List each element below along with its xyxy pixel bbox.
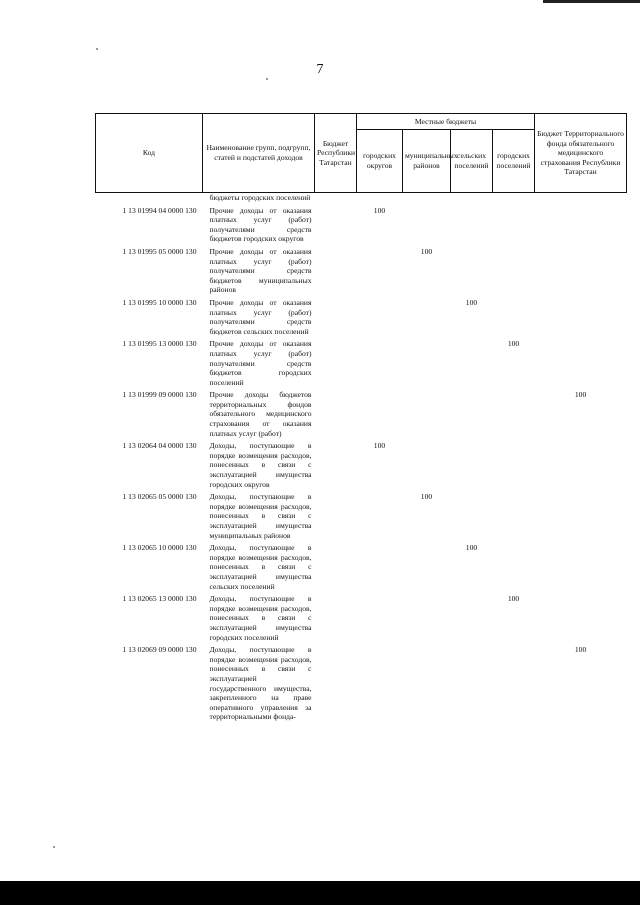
row-code: 1 13 02065 05 0000 130 (122, 492, 197, 502)
table-row (96, 206, 627, 247)
row-value-mr (403, 339, 451, 390)
row-value-tf: 100 (574, 390, 587, 400)
scan-speck (53, 846, 55, 848)
row-value-sp: 100 (465, 543, 478, 553)
header-municipal-districts: муниципальных районов (403, 130, 451, 193)
row-value-gok (357, 543, 403, 594)
table-row (96, 390, 627, 441)
row-value-tf (535, 298, 627, 339)
row-value-tf (535, 543, 627, 594)
row-value-mr: 100 (420, 492, 433, 502)
row-value-sp (451, 339, 493, 390)
header-republic-budget: Бюджет Республики Татарстан (315, 114, 357, 193)
row-value-sp (451, 206, 493, 247)
row-value-sp (451, 390, 493, 441)
table-row (96, 492, 627, 543)
row-value-gok (357, 492, 403, 543)
row-code: 1 13 01995 10 0000 130 (122, 297, 197, 307)
header-local-budgets: Местные бюджеты (357, 114, 535, 130)
row-value-gok (357, 247, 403, 298)
row-value-sp (451, 645, 493, 725)
scan-bottom-border (0, 881, 640, 905)
row-value-tf (535, 441, 627, 492)
row-value-mr (403, 543, 451, 594)
row-code: 1 13 02065 13 0000 130 (122, 594, 197, 604)
row-value-tf (535, 206, 627, 247)
row-value-mr (403, 206, 451, 247)
table-row (96, 594, 627, 645)
row-value-sp (451, 594, 493, 645)
row-name: Доходы, поступающие в порядке возмещения расходов, понесенных в связи с эксплуатацией государственного имущества, закрепленного на праве оперативного управления за территориальными фонда- (209, 645, 312, 722)
header-name: Наименование групп, подгрупп, статей и подстатей доходов (203, 114, 315, 193)
row-code: 1 13 01999 09 0000 130 (122, 390, 197, 400)
row-value-gp (493, 298, 535, 339)
row-value-rep (315, 441, 357, 492)
row-code: 1 13 02069 09 0000 130 (122, 645, 197, 655)
row-value-gp: 100 (507, 339, 520, 349)
row-value-mr (403, 441, 451, 492)
row-name: Прочие доходы от оказания платных услуг (работ) получателями средств бюджетов городских округов (209, 205, 312, 244)
header-territorial-fund: Бюджет Территориального фонда обязательного медицинского страхования Республики Татарстан (535, 114, 627, 193)
row-value-gp (493, 441, 535, 492)
row-value-tf (535, 492, 627, 543)
table-row (96, 441, 627, 492)
row-value-gp (493, 645, 535, 725)
row-value-rep (315, 390, 357, 441)
row-value-mr (403, 594, 451, 645)
table-header (96, 114, 627, 193)
row-value-rep (315, 543, 357, 594)
row-value-mr: 100 (420, 246, 433, 256)
row-value-rep (315, 492, 357, 543)
row-value-gp: 100 (507, 594, 520, 604)
row-name: Прочие доходы от оказания платных услуг (работ) получателями средств бюджетов муниципальных районов (209, 246, 312, 295)
row-value-tf (535, 247, 627, 298)
row-value-gp (493, 492, 535, 543)
table-row (96, 543, 627, 594)
row-value-sp (451, 441, 493, 492)
row-value-rep (315, 247, 357, 298)
continuation-text: бюджеты городских поселений (209, 193, 311, 202)
table-row (96, 339, 627, 390)
row-value-tf (535, 594, 627, 645)
row-value-mr (403, 390, 451, 441)
row-code: 1 13 02065 10 0000 130 (122, 543, 197, 553)
row-value-rep (315, 206, 357, 247)
continuation-row (96, 193, 627, 206)
row-value-mr (403, 298, 451, 339)
row-value-gok: 100 (373, 441, 386, 451)
row-code: 1 13 01995 13 0000 130 (122, 339, 197, 349)
row-name: Прочие доходы от оказания платных услуг (работ) получателями средств бюджетов сельских поселений (209, 297, 312, 336)
row-value-tf: 100 (574, 645, 587, 655)
row-value-gok (357, 339, 403, 390)
revenue-distribution-table (95, 113, 627, 725)
row-name: Прочие доходы бюджетов территориальных фондов обязательного медицинского страхования от оказания платных услуг (работ) (209, 390, 312, 438)
row-name: Доходы, поступающие в порядке возмещения расходов, понесенных в связи с эксплуатацией имущества сельских поселений (209, 543, 312, 591)
row-value-gp (493, 543, 535, 594)
table-row (96, 298, 627, 339)
table-row (96, 247, 627, 298)
row-value-mr (403, 645, 451, 725)
row-value-gp (493, 247, 535, 298)
row-value-sp (451, 492, 493, 543)
row-name: Доходы, поступающие в порядке возмещения расходов, понесенных в связи с эксплуатацией имущества муниципальных районов (209, 492, 312, 540)
row-code: 1 13 01995 05 0000 130 (122, 246, 197, 256)
table-body (96, 193, 627, 725)
row-value-gp (493, 390, 535, 441)
row-value-sp: 100 (465, 297, 478, 307)
row-value-rep (315, 594, 357, 645)
scan-edge-mark (543, 0, 640, 3)
scan-speck (96, 48, 98, 50)
page-number: 7 (316, 62, 324, 77)
header-code: Код (96, 114, 203, 193)
row-value-gok (357, 298, 403, 339)
row-value-rep (315, 645, 357, 725)
row-code: 1 13 01994 04 0000 130 (122, 205, 197, 215)
row-value-gok (357, 645, 403, 725)
row-value-gp (493, 206, 535, 247)
row-value-tf (535, 339, 627, 390)
row-value-rep (315, 298, 357, 339)
row-value-sp (451, 247, 493, 298)
row-code: 1 13 02064 04 0000 130 (122, 441, 197, 451)
scan-speck (266, 78, 268, 80)
header-rural-settlements: сельских поселений (451, 130, 493, 193)
row-name: Доходы, поступающие в порядке возмещения расходов, понесенных в связи с эксплуатацией имущества городских поселений (209, 594, 312, 642)
row-name: Доходы, поступающие в порядке возмещения расходов, понесенных в связи с эксплуатацией имущества городских округов (209, 441, 312, 489)
header-urban-settlements: городских поселений (493, 130, 535, 193)
row-value-gok (357, 390, 403, 441)
table-row (96, 645, 627, 725)
row-value-gok (357, 594, 403, 645)
row-value-gok: 100 (373, 205, 386, 215)
header-urban-districts: городских округов (357, 130, 403, 193)
row-name: Прочие доходы от оказания платных услуг (работ) получателями средств бюджетов городских поселений (209, 339, 312, 387)
row-value-rep (315, 339, 357, 390)
